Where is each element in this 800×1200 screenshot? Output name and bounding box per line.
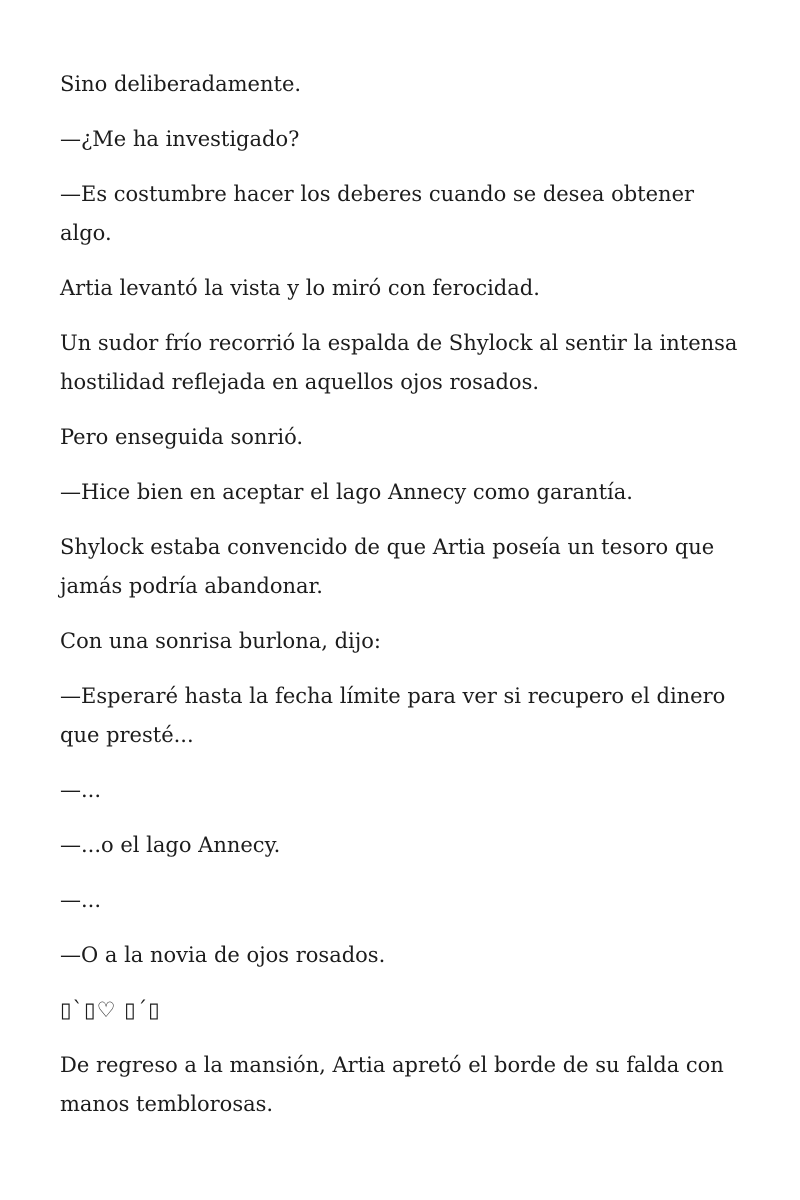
dialogue-line: —... xyxy=(60,778,102,802)
dialogue-line: —... xyxy=(60,888,102,912)
paragraph: Sino deliberadamente. xyxy=(60,72,302,96)
paragraph: De regreso a la mansión, Artia apretó el borde de su falda con manos temblorosas. xyxy=(60,1053,724,1116)
dialogue-line: —¿Me ha investigado? xyxy=(60,127,300,151)
dialogue-line: —O a la novia de ojos rosados. xyxy=(60,943,386,967)
dialogue-line: —...o el lago Annecy. xyxy=(60,833,281,857)
dialogue-line: —Hice bien en aceptar el lago Annecy como garantía. xyxy=(60,480,633,504)
dialogue-line: —Es costumbre hacer los deberes cuando se desea obtener algo. xyxy=(60,182,695,245)
paragraph: Un sudor frío recorrió la espalda de Shylock al sentir la intensa hostilidad reflejada en aquellos ojos rosados. xyxy=(60,331,738,394)
paragraph: Con una sonrisa burlona, dijo: xyxy=(60,629,381,653)
paragraph: Shylock estaba convencido de que Artia poseía un tesoro que jamás podría abandonar. xyxy=(60,535,715,598)
paragraph: Artia levantó la vista y lo miró con ferocidad. xyxy=(60,276,540,300)
paragraph: Pero enseguida sonrió. xyxy=(60,425,304,449)
scene-divider: ▯`▯♡ ▯´▯ xyxy=(60,998,161,1022)
dialogue-line: —Esperaré hasta la fecha límite para ver si recupero el dinero que presté... xyxy=(60,684,726,747)
